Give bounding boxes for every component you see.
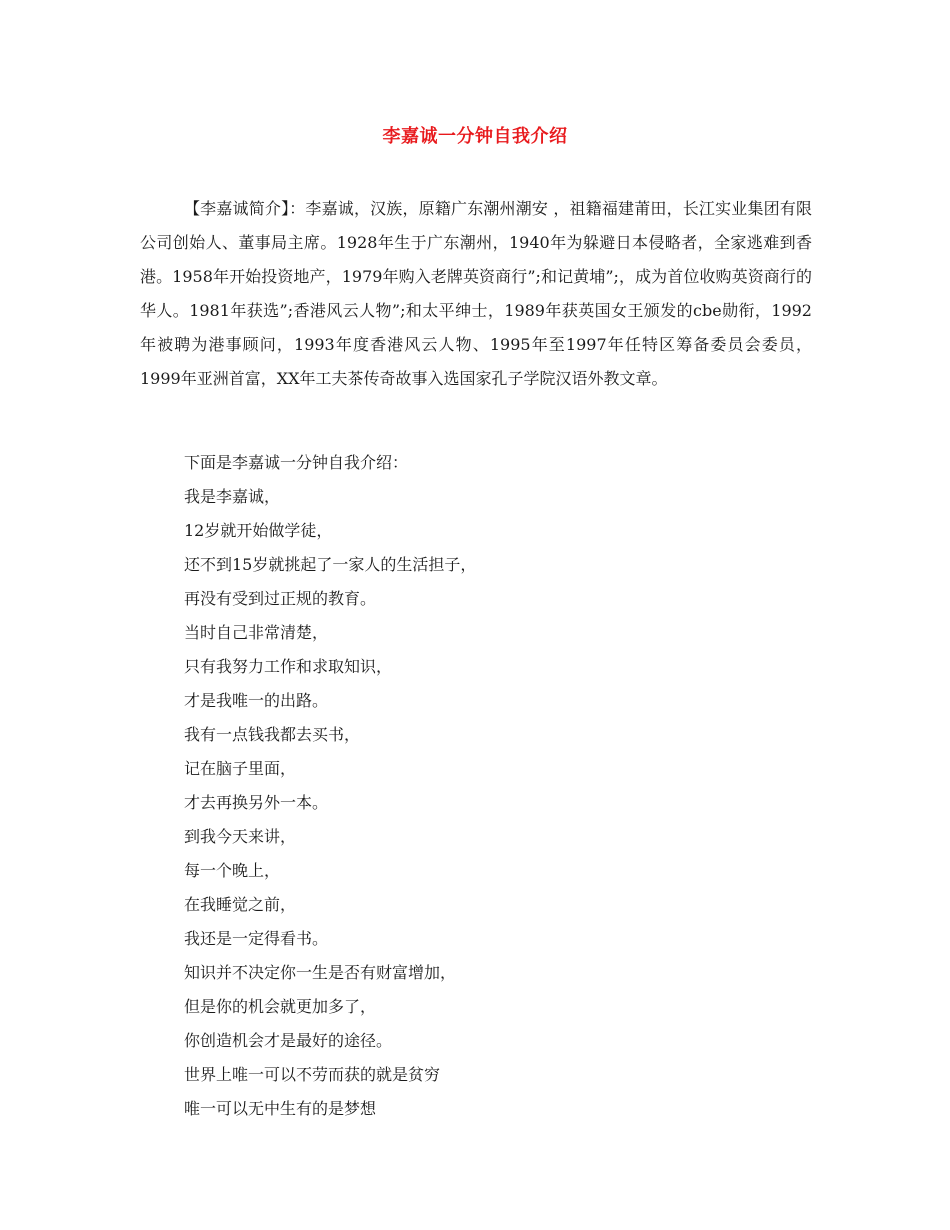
text-line: 12岁就开始做学徒，: [184, 521, 333, 540]
intro-paragraph: 【李嘉诚简介】：李嘉诚，汉族，原籍广东潮州潮安 ，祖籍福建莆田，长江实业集团有限公司创始人、董事局主席。1928年生于广东潮州，1940年为躲避日本侵略者，全家逃难到香港。1958年开始投资地产，1979年购入老牌英资商行”;和记黄埔”;，成为首位收购英资商行的华人。1981年获选”;香港风云人物”;和太平绅士，1989年获英国女王颁发的cbe勋衔，1992年被聘为港事顾问，1993年度香港风云人物、1995年至1997年任特区筹备委员会委员，1999年亚洲首富，XX年工夫茶传奇故事入选国家孔子学院汉语外教文章。: [140, 199, 812, 388]
text-line: 但是你的机会就更加多了，: [184, 997, 377, 1016]
text-line: 当时自己非常清楚，: [184, 623, 329, 642]
text-line: 每一个晚上，: [184, 861, 281, 880]
text-line: 再没有受到过正规的教育。: [184, 589, 377, 608]
text-line: 我有一点钱我都去买书，: [184, 725, 361, 744]
text-line: 还不到15岁就挑起了一家人的生活担子，: [184, 555, 477, 574]
text-line: 我是李嘉诚，: [184, 487, 281, 506]
text-line: 你创造机会才是最好的途径。: [184, 1031, 393, 1050]
speech-lines: [184, 446, 812, 1126]
text-line: 下面是李嘉诚一分钟自我介绍：: [184, 453, 409, 472]
text-line: 在我睡觉之前，: [184, 895, 297, 914]
text-line: 才去再换另外一本。: [184, 793, 329, 812]
document-title: 李嘉诚一分钟自我介绍: [382, 126, 568, 147]
text-line: 到我今天来讲，: [184, 827, 297, 846]
text-line: 世界上唯一可以不劳而获的就是贫穷: [184, 1065, 441, 1084]
text-line: 记在脑子里面，: [184, 759, 297, 778]
text-line: 才是我唯一的出路。: [184, 691, 329, 710]
text-line: 唯一可以无中生有的是梦想: [184, 1099, 377, 1118]
text-line: 知识并不决定你一生是否有财富增加，: [184, 963, 457, 982]
text-line: 只有我努力工作和求取知识，: [184, 657, 393, 676]
text-line: 我还是一定得看书。: [184, 929, 329, 948]
